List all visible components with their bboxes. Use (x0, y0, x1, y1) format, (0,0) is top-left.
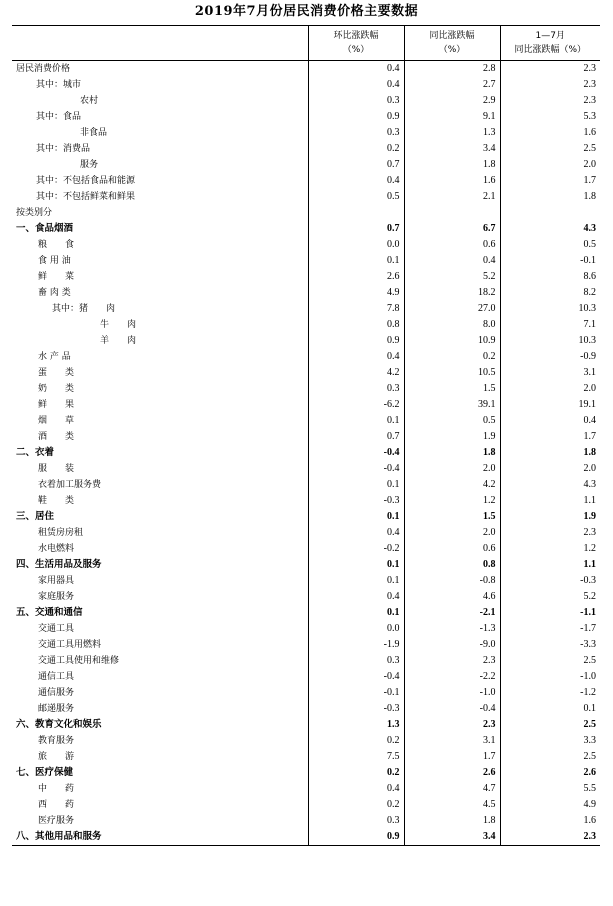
yoy-value: 4.7 (404, 781, 500, 797)
mom-value: 0.3 (308, 813, 404, 829)
yoy-value: 9.1 (404, 109, 500, 125)
row-label: 教育服务 (38, 736, 75, 746)
table-row (12, 749, 600, 765)
mom-value: 4.9 (308, 285, 404, 301)
mom-value: 0.3 (308, 125, 404, 141)
row-label: 食 用 油 (38, 256, 71, 266)
row-label: 服 装 (38, 464, 75, 474)
yoy-value (404, 205, 500, 221)
yoy-value: 0.4 (404, 253, 500, 269)
ytd-value: 1.1 (500, 493, 600, 509)
header-label-column (12, 26, 308, 61)
row-label: 八、其他用品和服务 (12, 829, 308, 846)
ytd-value (500, 205, 600, 221)
row-label: 水 产 品 (38, 352, 71, 362)
yoy-value: 27.0 (404, 301, 500, 317)
yoy-value: 10.9 (404, 333, 500, 349)
yoy-value: 8.0 (404, 317, 500, 333)
table-row (12, 717, 600, 733)
ytd-value: 8.2 (500, 285, 600, 301)
row-label: 一、食品烟酒 (16, 223, 74, 234)
table-row (12, 733, 600, 749)
row-label: 二、衣着 (16, 447, 55, 458)
mom-value: 0.1 (308, 413, 404, 429)
yoy-value: -1.0 (404, 685, 500, 701)
row-label: 西 药 (38, 800, 75, 810)
row-label: 六、教育文化和娱乐 (16, 719, 102, 730)
mom-value: 0.4 (308, 349, 404, 365)
mom-value: 0.1 (308, 557, 404, 573)
table-row (12, 253, 600, 269)
mom-value: -0.2 (308, 541, 404, 557)
table-row (12, 829, 600, 846)
ytd-value: 1.2 (500, 541, 600, 557)
table-row (12, 381, 600, 397)
yoy-value: 1.8 (404, 813, 500, 829)
mom-value: 0.4 (308, 61, 404, 78)
row-label: 居民消费价格 (16, 64, 71, 74)
yoy-value: 0.6 (404, 237, 500, 253)
ytd-value: -0.1 (500, 253, 600, 269)
table-row (12, 605, 600, 621)
ytd-value: 1.6 (500, 813, 600, 829)
row-label: 水电燃料 (38, 544, 75, 554)
header-ytd-line2: 同比涨跌幅（%） (514, 45, 587, 55)
yoy-value: 1.8 (404, 157, 500, 173)
ytd-value: 2.5 (500, 749, 600, 765)
ytd-value: 2.0 (500, 461, 600, 477)
page-title: 2019年7月份居民消费价格主要数据 (194, 4, 419, 19)
row-label: 其中：消费品 (36, 144, 91, 154)
table-row (12, 653, 600, 669)
ytd-value: 2.5 (500, 717, 600, 733)
mom-value: 0.2 (308, 765, 404, 781)
yoy-value: 1.9 (404, 429, 500, 445)
header-ytd (500, 26, 600, 61)
yoy-value: 2.0 (404, 525, 500, 541)
table-row (12, 669, 600, 685)
ytd-value: 0.1 (500, 701, 600, 717)
ytd-value: 2.3 (500, 525, 600, 541)
ytd-value: 4.9 (500, 797, 600, 813)
ytd-value: 19.1 (500, 397, 600, 413)
table-row (12, 541, 600, 557)
header-yoy (404, 26, 500, 61)
table-row (12, 525, 600, 541)
row-label: 牛 肉 (100, 320, 137, 330)
table-body (12, 61, 600, 846)
mom-value: 0.1 (308, 573, 404, 589)
row-label: 通信服务 (38, 688, 75, 698)
mom-value: 1.3 (308, 717, 404, 733)
table-row (12, 285, 600, 301)
table-row (12, 637, 600, 653)
row-label: 奶 类 (38, 384, 75, 394)
ytd-value: -0.3 (500, 573, 600, 589)
table-row (12, 797, 600, 813)
yoy-value: 10.5 (404, 365, 500, 381)
mom-value: 0.1 (308, 253, 404, 269)
row-label: 鞋 类 (38, 496, 75, 506)
row-label: 酒 类 (38, 432, 75, 442)
yoy-value: 4.5 (404, 797, 500, 813)
yoy-value: -0.4 (404, 701, 500, 717)
yoy-value: 6.7 (404, 221, 500, 237)
yoy-value: 1.7 (404, 749, 500, 765)
row-label: 交通工具使用和维修 (38, 656, 120, 666)
yoy-value: -2.1 (404, 605, 500, 621)
ytd-value: 1.6 (500, 125, 600, 141)
header-yoy-line1: 同比涨跌幅 (429, 31, 475, 41)
mom-value: 0.1 (308, 477, 404, 493)
ytd-value: 2.3 (500, 93, 600, 109)
yoy-value: 1.3 (404, 125, 500, 141)
mom-value: 0.7 (308, 429, 404, 445)
table-row (12, 221, 600, 237)
row-label: 按类别分 (16, 208, 53, 218)
table-row (12, 589, 600, 605)
yoy-value: 0.6 (404, 541, 500, 557)
yoy-value: 1.6 (404, 173, 500, 189)
mom-value: 0.5 (308, 189, 404, 205)
ytd-value: 0.5 (500, 237, 600, 253)
yoy-value: -2.2 (404, 669, 500, 685)
mom-value: 0.0 (308, 237, 404, 253)
row-label: 衣着加工服务费 (38, 480, 102, 490)
row-label: 家庭服务 (38, 592, 75, 602)
table-row (12, 445, 600, 461)
header-ytd-line1: 1—7月 (535, 31, 565, 41)
table-row (12, 77, 600, 93)
mom-value: 0.2 (308, 733, 404, 749)
mom-value: -0.3 (308, 493, 404, 509)
table-row (12, 461, 600, 477)
ytd-value: -1.7 (500, 621, 600, 637)
mom-value: 0.2 (308, 141, 404, 157)
mom-value: 0.1 (308, 605, 404, 621)
row-label: 交通工具用燃料 (38, 640, 102, 650)
table-row (12, 189, 600, 205)
table-row (12, 317, 600, 333)
yoy-value: 2.1 (404, 189, 500, 205)
mom-value: 0.7 (308, 157, 404, 173)
table-row (12, 429, 600, 445)
table-row (12, 349, 600, 365)
yoy-value: 1.8 (404, 445, 500, 461)
ytd-value: 5.5 (500, 781, 600, 797)
table-row (12, 333, 600, 349)
mom-value: -6.2 (308, 397, 404, 413)
row-label: 其中：不包括鲜菜和鲜果 (36, 192, 136, 202)
row-label: 鲜 菜 (38, 272, 75, 282)
table-row (12, 157, 600, 173)
ytd-value: 3.3 (500, 733, 600, 749)
table-row (12, 237, 600, 253)
table-row (12, 477, 600, 493)
yoy-value: 1.5 (404, 381, 500, 397)
mom-value: 4.2 (308, 365, 404, 381)
table-row (12, 125, 600, 141)
mom-value: 2.6 (308, 269, 404, 285)
yoy-value: 18.2 (404, 285, 500, 301)
mom-value: 0.4 (308, 781, 404, 797)
ytd-value: 2.5 (500, 653, 600, 669)
table-row (12, 109, 600, 125)
ytd-value: 10.3 (500, 301, 600, 317)
yoy-value: 3.4 (404, 141, 500, 157)
mom-value: 0.2 (308, 797, 404, 813)
table-row (12, 509, 600, 525)
ytd-value: 0.4 (500, 413, 600, 429)
yoy-value: 2.3 (404, 717, 500, 733)
mom-value: 0.4 (308, 525, 404, 541)
row-label: 烟 草 (38, 416, 75, 426)
header-mom-line1: 环比涨跌幅 (333, 31, 379, 41)
yoy-value: 2.6 (404, 765, 500, 781)
yoy-value: 1.5 (404, 509, 500, 525)
yoy-value: -0.8 (404, 573, 500, 589)
yoy-value: 4.6 (404, 589, 500, 605)
table-row (12, 269, 600, 285)
table-row (12, 365, 600, 381)
table-row (12, 813, 600, 829)
yoy-value: 2.0 (404, 461, 500, 477)
table-row (12, 573, 600, 589)
mom-value: 0.3 (308, 653, 404, 669)
yoy-value: 0.8 (404, 557, 500, 573)
row-label: 中 药 (38, 784, 75, 794)
mom-value: 0.4 (308, 173, 404, 189)
row-label: 鲜 果 (38, 400, 75, 410)
table-row (12, 413, 600, 429)
row-label: 其中：食品 (36, 112, 82, 122)
row-label: 邮递服务 (38, 704, 75, 714)
mom-value: -0.4 (308, 461, 404, 477)
table-row (12, 765, 600, 781)
mom-value: -0.4 (308, 445, 404, 461)
mom-value: 7.8 (308, 301, 404, 317)
yoy-value: 4.2 (404, 477, 500, 493)
ytd-value: 2.0 (500, 157, 600, 173)
table-row (12, 397, 600, 413)
table-row (12, 701, 600, 717)
yoy-value: -9.0 (404, 637, 500, 653)
table-row (12, 621, 600, 637)
ytd-value: 1.9 (500, 509, 600, 525)
ytd-value: 2.5 (500, 141, 600, 157)
ytd-value: -1.2 (500, 685, 600, 701)
row-label: 交通工具 (38, 624, 75, 634)
row-label: 四、生活用品及服务 (16, 559, 102, 570)
ytd-value: 3.1 (500, 365, 600, 381)
mom-value: 0.1 (308, 509, 404, 525)
mom-value: 0.7 (308, 221, 404, 237)
ytd-value: -0.9 (500, 349, 600, 365)
ytd-value: 1.1 (500, 557, 600, 573)
row-label: 三、居住 (16, 511, 55, 522)
ytd-value: 4.3 (500, 221, 600, 237)
ytd-value: 2.0 (500, 381, 600, 397)
row-label: 服务 (80, 160, 99, 170)
row-label: 通信工具 (38, 672, 75, 682)
mom-value: -0.3 (308, 701, 404, 717)
row-label: 蛋 类 (38, 368, 75, 378)
yoy-value: 2.9 (404, 93, 500, 109)
row-label: 其中：城市 (36, 80, 82, 90)
ytd-value: 5.2 (500, 589, 600, 605)
row-label: 旅 游 (38, 752, 75, 762)
mom-value: 0.4 (308, 589, 404, 605)
ytd-value: 1.8 (500, 445, 600, 461)
row-label: 其中：猪 肉 (52, 304, 116, 314)
ytd-value: 2.6 (500, 765, 600, 781)
ytd-value: 2.3 (500, 77, 600, 93)
ytd-value: 2.3 (500, 829, 600, 846)
table-row (12, 685, 600, 701)
row-label: 畜 肉 类 (38, 288, 71, 298)
mom-value: 0.0 (308, 621, 404, 637)
table-row (12, 781, 600, 797)
mom-value: 0.8 (308, 317, 404, 333)
ytd-value: 5.3 (500, 109, 600, 125)
row-label: 租赁房房租 (38, 528, 84, 538)
table-row (12, 301, 600, 317)
header-mom (308, 26, 404, 61)
mom-value (308, 205, 404, 221)
ytd-value: 2.3 (500, 61, 600, 78)
mom-value: 7.5 (308, 749, 404, 765)
row-label: 粮 食 (38, 240, 75, 250)
yoy-value: 2.7 (404, 77, 500, 93)
mom-value: 0.9 (308, 333, 404, 349)
mom-value: -0.4 (308, 669, 404, 685)
ytd-value: 8.6 (500, 269, 600, 285)
ytd-value: -1.1 (500, 605, 600, 621)
row-label: 五、交通和通信 (16, 607, 83, 618)
ytd-value: 1.8 (500, 189, 600, 205)
table-header (12, 26, 600, 61)
ytd-value: 7.1 (500, 317, 600, 333)
yoy-value: 39.1 (404, 397, 500, 413)
mom-value: -1.9 (308, 637, 404, 653)
ytd-value: -3.3 (500, 637, 600, 653)
yoy-value: 2.8 (404, 61, 500, 78)
mom-value: -0.1 (308, 685, 404, 701)
mom-value: 0.9 (308, 109, 404, 125)
yoy-value: 0.5 (404, 413, 500, 429)
yoy-value: 3.4 (404, 829, 500, 846)
yoy-value: -1.3 (404, 621, 500, 637)
ytd-value: 1.7 (500, 173, 600, 189)
ytd-value: -1.0 (500, 669, 600, 685)
table-row (12, 173, 600, 189)
mom-value: 0.4 (308, 77, 404, 93)
yoy-value: 1.2 (404, 493, 500, 509)
row-label: 家用器具 (38, 576, 75, 586)
table-row (12, 141, 600, 157)
yoy-value: 2.3 (404, 653, 500, 669)
table-row (12, 61, 600, 78)
ytd-value: 1.7 (500, 429, 600, 445)
mom-value: 0.9 (308, 829, 404, 846)
row-label: 七、医疗保健 (16, 767, 74, 778)
yoy-value: 0.2 (404, 349, 500, 365)
row-label: 医疗服务 (38, 816, 75, 826)
yoy-value: 3.1 (404, 733, 500, 749)
ytd-value: 4.3 (500, 477, 600, 493)
row-label: 羊 肉 (100, 336, 137, 346)
mom-value: 0.3 (308, 93, 404, 109)
header-mom-line2: （%） (342, 45, 370, 55)
yoy-value: 5.2 (404, 269, 500, 285)
ytd-value: 10.3 (500, 333, 600, 349)
row-label: 农村 (80, 96, 99, 106)
cpi-table (12, 25, 600, 846)
row-label: 其中：不包括食品和能源 (36, 176, 136, 186)
mom-value: 0.3 (308, 381, 404, 397)
table-row (12, 557, 600, 573)
table-row (12, 93, 600, 109)
header-yoy-line2: （%） (438, 45, 466, 55)
row-label: 非食品 (80, 128, 108, 138)
table-row (12, 493, 600, 509)
table-row (12, 205, 600, 221)
